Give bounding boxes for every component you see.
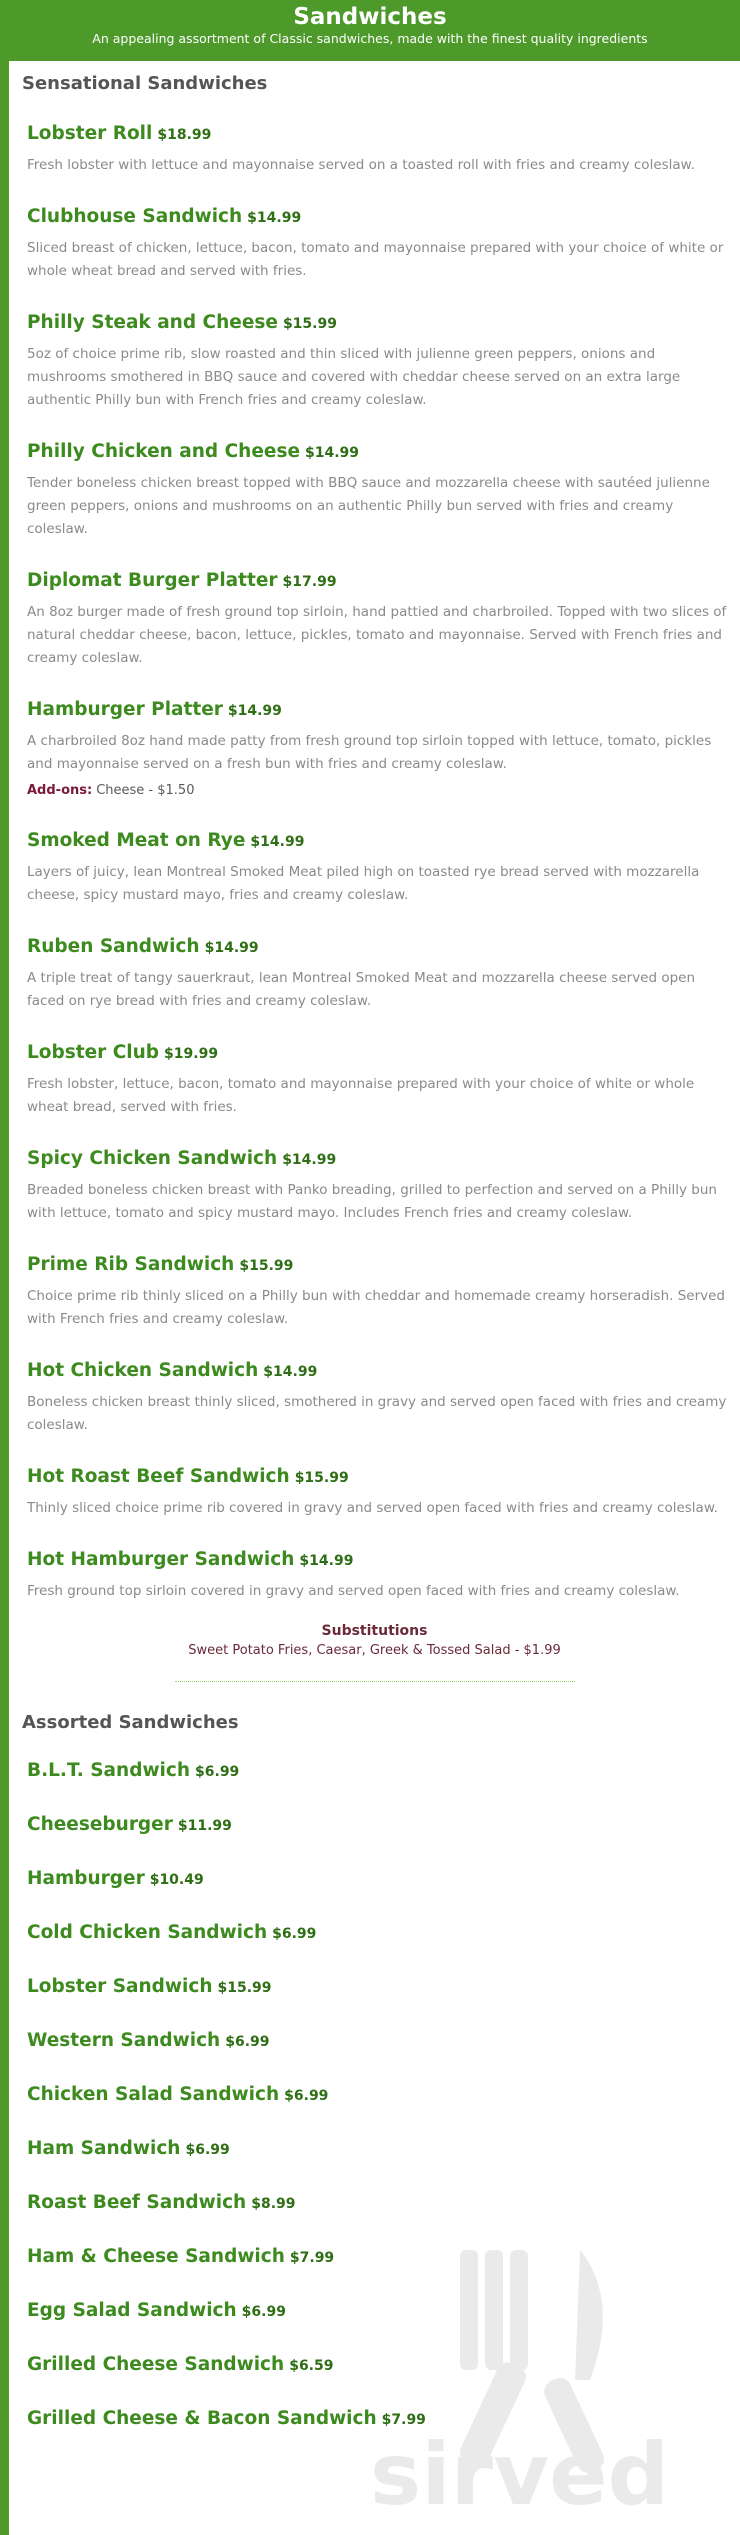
page-subtitle: An appealing assortment of Classic sandwiches, made with the finest quality ingredients [92,31,648,46]
menu-item-price: $14.99 [250,834,305,850]
menu-item-description: Tender boneless chicken breast topped with BBQ sauce and mozzarella cheese with sautéed julienne green peppers, onions and mushrooms on an authentic Philly bun served with fries and creamy coleslaw. [27,475,710,537]
menu-item-price: $14.99 [299,1553,354,1569]
menu-item-name: Diplomat Burger Platter [27,570,278,591]
assorted-item-price: $6.99 [272,1926,317,1942]
menu-item-title-row [27,311,728,336]
menu-item-name: Lobster Club [27,1042,160,1063]
assorted-item [27,1813,740,1838]
assorted-item [27,1975,740,2000]
assorted-item-name: Grilled Cheese Sandwich [27,2354,285,2375]
assorted-item-price: $8.99 [251,2196,296,2212]
menu-item-description: An 8oz burger made of fresh ground top sirloin, hand pattied and charbroiled. Topped with two slices of natural cheddar cheese, bacon, lettuce, pickles, tomato and mayonnaise. Served with French fries and creamy coleslaw. [27,604,727,666]
menu-item-price: $18.99 [157,127,212,143]
menu-item-title-row [27,1359,728,1384]
menu-item-name: Lobster Roll [27,123,153,144]
menu-item-description: Breaded boneless chicken breast with Panko breading, grilled to perfection and served on a Philly bun with lettuce, tomato and spicy mustard mayo. Includes French fries and creamy coleslaw. [27,1182,717,1221]
assorted-item-name: Roast Beef Sandwich [27,2192,247,2213]
section-title-assorted: Assorted Sandwiches [22,1712,239,1733]
divider [175,1681,575,1682]
menu-item-title-row [27,698,728,723]
menu-item [27,311,728,412]
assorted-item [27,1867,740,1892]
menu-item [27,935,728,1013]
menu-item-description: Layers of juicy, lean Montreal Smoked Meat piled high on toasted rye bread served with mozzarella cheese, spicy mustard mayo, fries and creamy coleslaw. [27,864,700,903]
menu-item-name: Clubhouse Sandwich [27,206,243,227]
menu-item-description: Sliced breast of chicken, lettuce, bacon, tomato and mayonnaise prepared with your choice of white or whole wheat bread and served with fries. [27,240,724,279]
menu-item [27,1359,728,1437]
menu-item-description: A charbroiled 8oz hand made patty from fresh ground top sirloin topped with lettuce, tomato, pickles and mayonnaise served on a fresh bun with fries and creamy coleslaw. [27,733,712,772]
assorted-item [27,1921,740,1946]
assorted-item-name: Egg Salad Sandwich [27,2300,237,2321]
menu-item-price: $15.99 [294,1470,349,1486]
assorted-item-price: $6.99 [284,2088,329,2104]
page-title: Sandwiches [293,4,447,30]
assorted-item-price: $6.99 [225,2034,270,2050]
menu-item-description: 5oz of choice prime rib, slow roasted and thin sliced with julienne green peppers, onions and mushrooms smothered in BBQ sauce and covered with cheddar cheese served on an extra large authentic Philly bun with French fries and creamy coleslaw. [27,346,681,408]
menu-item [27,569,728,670]
menu-item [27,205,728,283]
assorted-item-price: $6.59 [289,2358,334,2374]
substitutions-body: Sweet Potato Fries, Caesar, Greek & Tossed Salad - $1.99 [188,1643,561,1658]
menu-item-price: $14.99 [204,940,259,956]
menu-item-title-row [27,1041,728,1066]
menu-item-title-row [27,569,728,594]
menu-item-title-row [27,935,728,960]
menu-item-description: Fresh ground top sirloin covered in gravy and served open faced with fries and creamy coleslaw. [27,1583,680,1599]
addons-value: Cheese - $1.50 [96,783,195,798]
menu-item-price: $14.99 [227,703,282,719]
menu-item-title-row [27,205,728,230]
menu-item-title-row [27,1465,728,1490]
menu-item-price: $14.99 [263,1364,318,1380]
left-accent-bar [0,0,9,2535]
menu-item-description: Fresh lobster, lettuce, bacon, tomato and mayonnaise prepared with your choice of white or whole wheat bread, served with fries. [27,1076,695,1115]
menu-item-name: Prime Rib Sandwich [27,1254,235,1275]
menu-item-title-row [27,1548,728,1573]
sensational-list [9,122,740,1603]
assorted-item [27,2029,740,2054]
assorted-item-name: Lobster Sandwich [27,1976,213,1997]
assorted-item [27,2083,740,2108]
menu-item-price: $15.99 [239,1258,294,1274]
menu-item-name: Philly Chicken and Cheese [27,441,301,462]
menu-item [27,122,728,177]
menu-item-title-row [27,1253,728,1278]
menu-item [27,1548,728,1603]
assorted-item [27,1759,740,1784]
menu-item-name: Hamburger Platter [27,699,223,720]
menu-content [9,61,740,2535]
menu-item-description: Thinly sliced choice prime rib covered in gravy and served open faced with fries and creamy coleslaw. [27,1500,718,1516]
assorted-item-price: $11.99 [177,1818,232,1834]
menu-item-price: $14.99 [305,445,360,461]
assorted-item-name: Cold Chicken Sandwich [27,1922,268,1943]
menu-item [27,1147,728,1225]
addons-label: Add-ons: [27,783,93,798]
menu-item-price: $17.99 [282,574,337,590]
assorted-item-price: $10.49 [149,1872,204,1888]
substitutions-title: Substitutions [321,1623,428,1639]
menu-item-title-row [27,829,728,854]
menu-item-description: Choice prime rib thinly sliced on a Philly bun with cheddar and homemade creamy horseradish. Served with French fries and creamy coleslaw. [27,1288,725,1327]
assorted-item-price: $6.99 [185,2142,230,2158]
menu-item [27,829,728,907]
page-header [0,0,740,61]
assorted-item-name: B.L.T. Sandwich [27,1760,191,1781]
menu-item-price: $15.99 [282,316,337,332]
menu-item [27,440,728,541]
assorted-item [27,2137,740,2162]
assorted-item-name: Chicken Salad Sandwich [27,2084,280,2105]
watermark-text: sirved [370,2425,670,2525]
menu-item-price: $19.99 [164,1046,219,1062]
menu-item-name: Smoked Meat on Rye [27,830,246,851]
assorted-item-name: Ham & Cheese Sandwich [27,2246,285,2267]
menu-item-description: A triple treat of tangy sauerkraut, lean Montreal Smoked Meat and mozzarella cheese served open faced on rye bread with fries and creamy coleslaw. [27,970,696,1009]
menu-item-title-row [27,1147,728,1172]
menu-item-addons [27,781,728,801]
menu-item-name: Hot Hamburger Sandwich [27,1549,295,1570]
assorted-item-name: Western Sandwich [27,2030,221,2051]
menu-item-title-row [27,122,728,147]
assorted-item-price: $7.99 [289,2250,335,2266]
section-title-sensational: Sensational Sandwiches [22,73,268,94]
menu-item-name: Spicy Chicken Sandwich [27,1148,278,1169]
menu-item-name: Hot Roast Beef Sandwich [27,1466,290,1487]
menu-item-title-row [27,440,728,465]
menu-item-name: Hot Chicken Sandwich [27,1360,259,1381]
menu-item [27,1465,728,1520]
assorted-item-price: $6.99 [195,1764,240,1780]
menu-item [27,1253,728,1331]
menu-item-name: Philly Steak and Cheese [27,312,278,333]
assorted-item-price: $7.99 [381,2412,426,2428]
menu-item-description: Boneless chicken breast thinly sliced, smothered in gravy and served open faced with fries and creamy coleslaw. [27,1394,727,1433]
menu-item-price: $14.99 [247,210,302,226]
sirved-watermark [370,2210,690,2525]
assorted-item-name: Cheeseburger [27,1814,173,1835]
menu-item [27,698,728,801]
menu-item [27,1041,728,1119]
assorted-item-name: Hamburger [27,1868,145,1889]
substitutions [9,1621,740,1661]
menu-item-price: $14.99 [282,1152,337,1168]
menu-item-description: Fresh lobster with lettuce and mayonnaise served on a toasted roll with fries and creamy coleslaw. [27,157,695,173]
assorted-item-name: Grilled Cheese & Bacon Sandwich [27,2408,377,2429]
menu-item-name: Ruben Sandwich [27,936,200,957]
assorted-item-price: $6.99 [241,2304,286,2320]
assorted-item-price: $15.99 [217,1980,272,1996]
assorted-item-name: Ham Sandwich [27,2138,181,2159]
